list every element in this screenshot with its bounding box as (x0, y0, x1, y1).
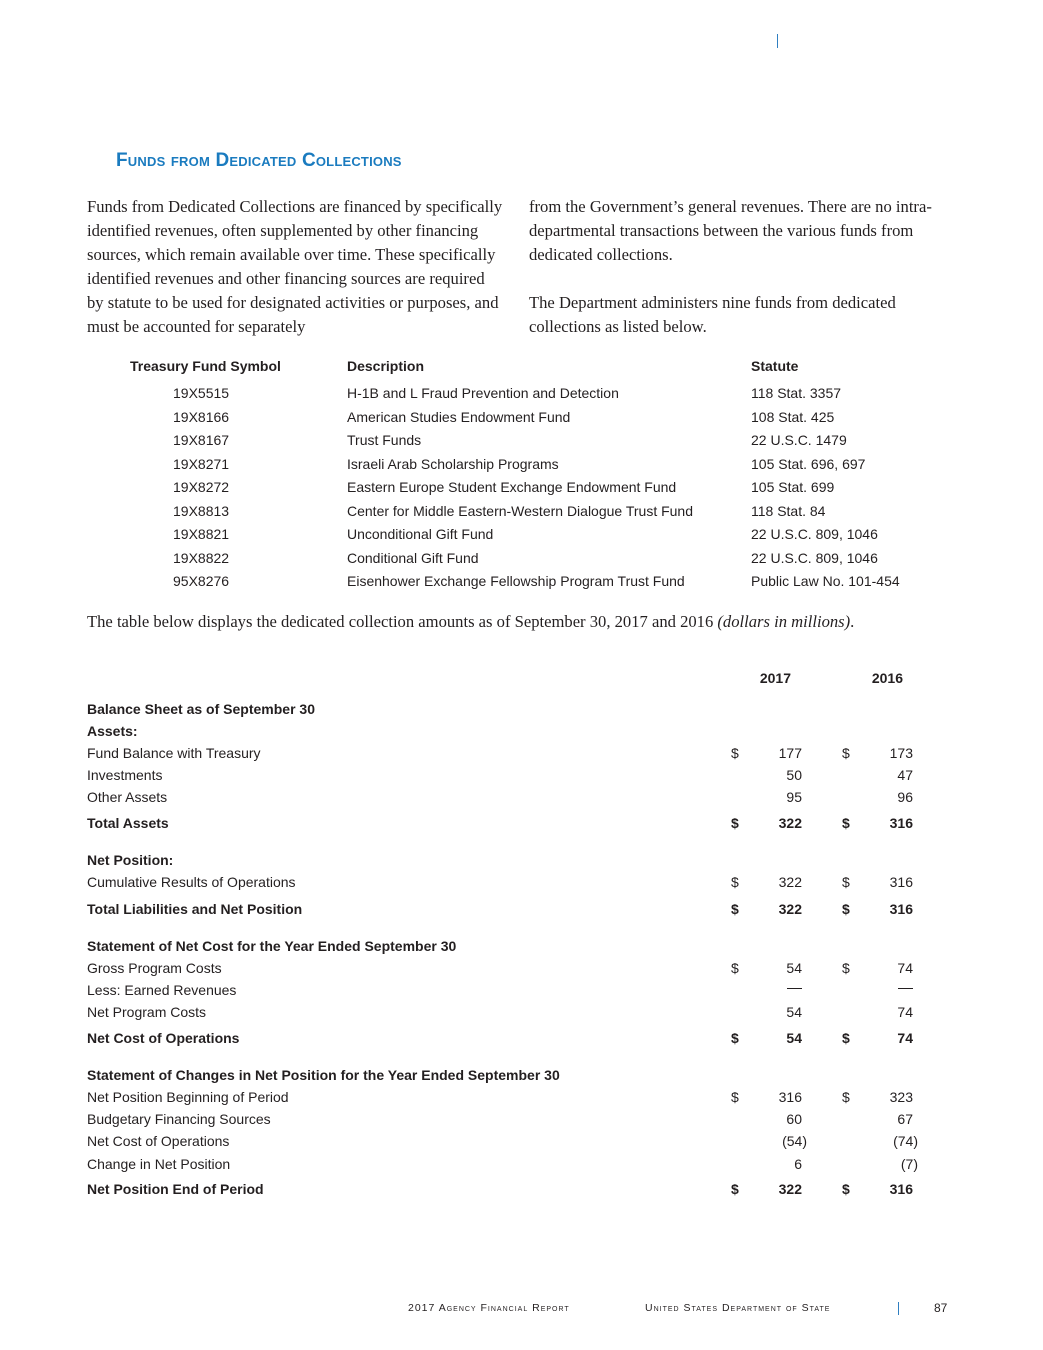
row-label: Fund Balance with Treasury (87, 745, 261, 761)
fund-symbol: 19X5515 (173, 385, 230, 401)
fund-statute: 105 Stat. 696, 697 (751, 455, 866, 472)
fund-description: Eisenhower Exchange Fellowship Program Trust Fund (347, 573, 685, 589)
fund-description: Center for Middle Eastern-Western Dialogue Trust Fund (347, 502, 694, 519)
row-label: Budgetary Financing Sources (87, 1111, 271, 1127)
fund-description: Trust Funds (347, 432, 422, 448)
fund-description: H-1B and L Fraud Prevention and Detection (347, 385, 619, 401)
footer-report-title: 2017 Agency Financial Report (408, 1302, 570, 1314)
total-row-label: Net Position End of Period (87, 1181, 264, 1197)
changes-heading: Statement of Changes in Net Position for the Year Ended September 30 (87, 1067, 560, 1083)
value-2017: 95 (786, 789, 802, 805)
value-2017: 322 (778, 815, 802, 831)
row-label: Investments (87, 767, 163, 783)
net-position-heading: Net Position: (87, 852, 174, 868)
value-2017: 6 (794, 1156, 802, 1172)
row-label: Net Cost of Operations (87, 1133, 230, 1149)
intro-right-column (529, 195, 949, 339)
fund-statute: 22 U.S.C. 809, 1046 (751, 549, 878, 566)
lead-units: (dollars in millions) (717, 612, 851, 631)
fund-symbol: 95X8276 (173, 573, 230, 589)
total-row-label: Total Liabilities and Net Position (87, 901, 303, 917)
table-row (0, 526, 1043, 550)
dash-2016 (898, 988, 913, 989)
row-label: Net Program Costs (87, 1004, 207, 1020)
fund-statute: Public Law No. 101-454 (751, 573, 900, 589)
fund-symbol: 19X8813 (173, 502, 230, 519)
net-cost-heading: Statement of Net Cost for the Year Ended September 30 (87, 938, 457, 954)
fund-statute: 22 U.S.C. 809, 1046 (751, 526, 878, 542)
header-fund-symbol: Treasury Fund Symbol (130, 358, 281, 374)
table-row (0, 573, 1043, 597)
footer-divider (898, 1302, 899, 1315)
total-row-label: Total Assets (87, 815, 169, 831)
section-title: Funds from Dedicated Collections (116, 150, 402, 171)
header-statute: Statute (751, 358, 799, 374)
table-row (0, 550, 1043, 574)
value-2017: 322 (778, 901, 802, 917)
value-2016: 96 (897, 789, 913, 805)
currency-symbol: $ (842, 1181, 850, 1197)
currency-symbol: $ (842, 1030, 850, 1046)
currency-symbol: $ (731, 815, 739, 831)
row-label: Net Position Beginning of Period (87, 1089, 289, 1105)
value-2017: 54 (786, 1030, 802, 1046)
table-lead-sentence (87, 612, 854, 632)
value-2016: 74 (897, 960, 913, 976)
dash-2017 (787, 988, 802, 989)
value-2016: 47 (897, 767, 913, 783)
value-2016: (74) (893, 1133, 918, 1149)
header-divider (777, 34, 778, 48)
value-2016: 316 (889, 815, 913, 831)
footer-department: United States Department of State (645, 1302, 831, 1314)
row-label: Other Assets (87, 789, 168, 805)
fund-statute: 105 Stat. 699 (751, 479, 835, 495)
currency-symbol: $ (731, 745, 739, 761)
row-label: Gross Program Costs (87, 960, 222, 976)
value-2016: 316 (889, 874, 913, 890)
fund-description: American Studies Endowment Fund (347, 408, 571, 425)
currency-symbol: $ (731, 1181, 739, 1197)
fund-statute: 22 U.S.C. 1479 (751, 432, 847, 448)
lead-period: . (850, 612, 855, 631)
value-2016: 316 (889, 901, 913, 917)
currency-symbol: $ (842, 874, 850, 890)
value-2017: 54 (786, 960, 802, 976)
value-2016: 173 (889, 745, 913, 761)
fund-symbol: 19X8167 (173, 432, 230, 448)
value-2017: (54) (782, 1133, 807, 1149)
fund-description: Eastern Europe Student Exchange Endowment Fund (347, 479, 677, 495)
value-2017: 177 (778, 745, 802, 761)
value-2016: 316 (889, 1181, 913, 1197)
currency-symbol: $ (842, 815, 850, 831)
value-2017: 54 (786, 1004, 802, 1020)
page-footer (0, 1302, 1043, 1318)
value-2016: 74 (897, 1030, 913, 1046)
value-2016: 74 (897, 1004, 913, 1020)
value-2017: 60 (786, 1111, 802, 1127)
funds-table-header (0, 358, 1043, 385)
currency-symbol: $ (842, 901, 850, 917)
intro-left-column (87, 195, 505, 339)
value-2017: 322 (778, 1181, 802, 1197)
currency-symbol: $ (731, 960, 739, 976)
currency-symbol: $ (731, 901, 739, 917)
value-2017: 316 (778, 1089, 802, 1105)
assets-heading: Assets: (87, 723, 138, 739)
fund-description: Unconditional Gift Fund (347, 526, 494, 542)
fund-description: Conditional Gift Fund (347, 549, 479, 566)
fund-symbol: 19X8166 (173, 408, 230, 425)
year-header-2016: 2016 (871, 670, 903, 686)
lead-text: The table below displays the dedicated collection amounts as of September 30, 2017 and 2016 (87, 612, 718, 631)
currency-symbol: $ (731, 874, 739, 890)
row-label: Change in Net Position (87, 1156, 231, 1172)
value-2017: 322 (778, 874, 802, 890)
table-row (0, 456, 1043, 480)
value-2016: (7) (900, 1156, 918, 1172)
balance-sheet-heading: Balance Sheet as of September 30 (87, 701, 315, 717)
funds-table (0, 358, 1043, 597)
value-2016: 323 (889, 1089, 913, 1105)
header-description: Description (347, 358, 425, 374)
table-row (0, 479, 1043, 503)
currency-symbol: $ (842, 1089, 850, 1105)
fund-symbol: 19X8271 (173, 455, 230, 472)
value-2017: 50 (786, 767, 802, 783)
table-row (0, 385, 1043, 409)
year-header-2017: 2017 (759, 670, 791, 686)
intro-paragraph-2: from the Government’s general revenues. There are no intra-departmental transactions between the various funds from dedicated collections. (529, 197, 932, 264)
currency-symbol: $ (842, 745, 850, 761)
total-row-label: Net Cost of Operations (87, 1030, 240, 1046)
fund-description: Israeli Arab Scholarship Programs (347, 455, 559, 472)
currency-symbol: $ (731, 1030, 739, 1046)
table-row (0, 409, 1043, 433)
row-label: Cumulative Results of Operations (87, 874, 296, 890)
fund-statute: 118 Stat. 3357 (751, 385, 842, 401)
fund-statute: 108 Stat. 425 (751, 408, 835, 425)
fund-symbol: 19X8272 (173, 479, 230, 495)
intro-paragraph-3: The Department administers nine funds from dedicated collections as listed below. (529, 293, 896, 336)
fund-symbol: 19X8822 (173, 549, 230, 566)
row-label: Less: Earned Revenues (87, 982, 237, 998)
table-row (0, 503, 1043, 527)
table-row (0, 432, 1043, 456)
value-2016: 67 (897, 1111, 913, 1127)
currency-symbol: $ (731, 1089, 739, 1105)
fund-symbol: 19X8821 (173, 526, 230, 542)
currency-symbol: $ (842, 960, 850, 976)
fund-statute: 118 Stat. 84 (751, 502, 826, 519)
intro-paragraph-1: Funds from Dedicated Collections are financed by specifically identified revenues, often supplemented by other financing sources, which remain available over time. These specifically identified revenues and other financing sources are required by statute to be used for designated activities or purposes, and must be accounted for separately (87, 197, 503, 336)
page-number: 87 (934, 1301, 948, 1315)
